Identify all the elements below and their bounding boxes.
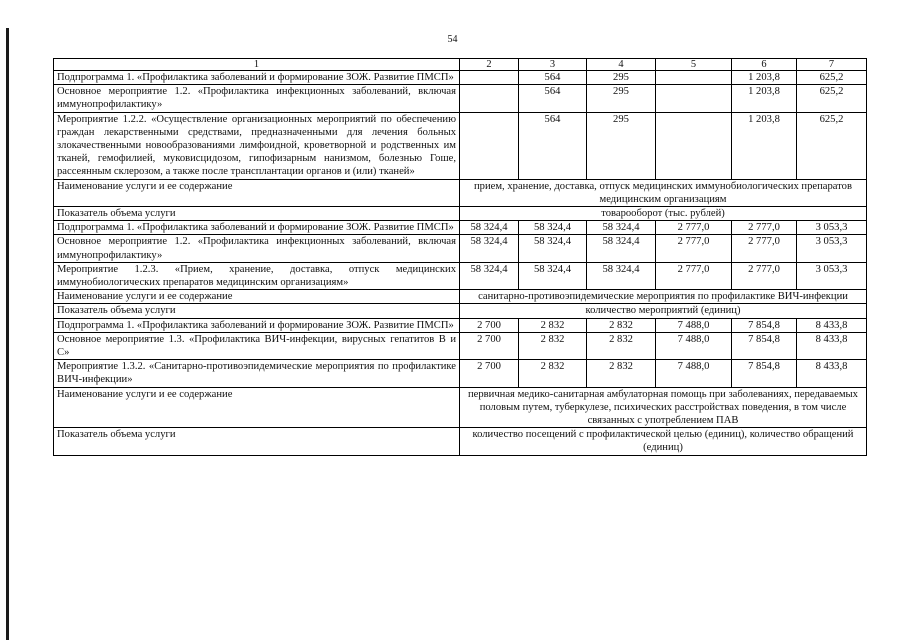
service-row xyxy=(54,304,867,318)
row-description: Мероприятие 1.3.2. «Санитарно-противоэпидемические мероприятия по профилактике ВИЧ-инфекции» xyxy=(54,360,460,387)
value-cell: 2 777,0 xyxy=(656,221,732,235)
value-cell: 2 832 xyxy=(587,332,656,359)
col-header: 6 xyxy=(732,59,797,71)
row-description: Мероприятие 1.2.2. «Осуществление организационных мероприятий по обеспечению граждан лекарственными средствами, предназначенными для лечения больных злокачественными новообразованиями лимфоидной, кроветворной и родственных им тканей, гемофилией, муковисцидозом, гипофизарным нанизмом, болезнью Гоше, рассеянным склерозом, а также после трансплантации органов и (или) тканей» xyxy=(54,112,460,179)
value-cell: 7 854,8 xyxy=(732,318,797,332)
value-cell: 2 777,0 xyxy=(732,262,797,289)
value-cell: 2 832 xyxy=(519,332,587,359)
page-number: 54 xyxy=(447,34,458,45)
value-cell xyxy=(460,112,519,179)
value-cell: 58 324,4 xyxy=(519,221,587,235)
value-cell: 2 777,0 xyxy=(656,235,732,262)
row-description: Подпрограмма 1. «Профилактика заболеваний и формирование ЗОЖ. Развитие ПМСП» xyxy=(54,318,460,332)
col-header: 7 xyxy=(797,59,867,71)
value-cell: 8 433,8 xyxy=(797,318,867,332)
table-row xyxy=(54,112,867,179)
value-cell: 2 777,0 xyxy=(732,235,797,262)
col-header: 3 xyxy=(519,59,587,71)
value-cell: 58 324,4 xyxy=(587,221,656,235)
col-header: 5 xyxy=(656,59,732,71)
service-row xyxy=(54,290,867,304)
value-cell xyxy=(656,85,732,112)
table-row xyxy=(54,332,867,359)
service-content: количество мероприятий (единиц) xyxy=(460,304,867,318)
value-cell: 2 832 xyxy=(519,318,587,332)
value-cell: 58 324,4 xyxy=(519,262,587,289)
table-row xyxy=(54,235,867,262)
value-cell: 7 488,0 xyxy=(656,318,732,332)
row-description: Показатель объема услуги xyxy=(54,207,460,221)
col-header: 2 xyxy=(460,59,519,71)
service-row xyxy=(54,428,867,455)
row-description: Подпрограмма 1. «Профилактика заболеваний и формирование ЗОЖ. Развитие ПМСП» xyxy=(54,71,460,85)
service-content: первичная медико-санитарная амбулаторная помощь при заболеваниях, передаваемых половым путем, туберкулезе, психических расстройствах поведения, в том числе связанных с употреблением ПАВ xyxy=(460,387,867,428)
value-cell: 1 203,8 xyxy=(732,85,797,112)
table-row xyxy=(54,318,867,332)
value-cell: 2 700 xyxy=(460,360,519,387)
value-cell: 58 324,4 xyxy=(519,235,587,262)
row-description: Показатель объема услуги xyxy=(54,428,460,455)
value-cell: 3 053,3 xyxy=(797,221,867,235)
value-cell xyxy=(460,71,519,85)
service-row xyxy=(54,179,867,206)
binding-edge xyxy=(6,28,9,640)
row-description: Основное мероприятие 1.2. «Профилактика инфекционных заболеваний, включая иммунопрофилактику» xyxy=(54,235,460,262)
service-content: прием, хранение, доставка, отпуск медицинских иммунобиологических препаратов медицинским организациям xyxy=(460,179,867,206)
row-description: Наименование услуги и ее содержание xyxy=(54,290,460,304)
value-cell: 2 832 xyxy=(587,318,656,332)
value-cell xyxy=(656,71,732,85)
value-cell: 295 xyxy=(587,112,656,179)
value-cell: 295 xyxy=(587,71,656,85)
header-row xyxy=(54,59,867,71)
service-content: санитарно-противоэпидемические мероприятия по профилактике ВИЧ-инфекции xyxy=(460,290,867,304)
value-cell: 1 203,8 xyxy=(732,112,797,179)
value-cell: 58 324,4 xyxy=(587,235,656,262)
row-description: Наименование услуги и ее содержание xyxy=(54,179,460,206)
table-row xyxy=(54,262,867,289)
value-cell: 625,2 xyxy=(797,112,867,179)
service-row xyxy=(54,387,867,428)
value-cell: 1 203,8 xyxy=(732,71,797,85)
table-row xyxy=(54,71,867,85)
value-cell: 2 777,0 xyxy=(732,221,797,235)
table-body xyxy=(54,71,867,456)
value-cell xyxy=(656,112,732,179)
value-cell: 564 xyxy=(519,71,587,85)
value-cell: 295 xyxy=(587,85,656,112)
value-cell: 3 053,3 xyxy=(797,262,867,289)
value-cell: 564 xyxy=(519,112,587,179)
row-description: Основное мероприятие 1.2. «Профилактика инфекционных заболеваний, включая иммунопрофилактику» xyxy=(54,85,460,112)
service-content: товарооборот (тыс. рублей) xyxy=(460,207,867,221)
service-row xyxy=(54,207,867,221)
value-cell: 58 324,4 xyxy=(460,235,519,262)
row-description: Показатель объема услуги xyxy=(54,304,460,318)
value-cell: 2 832 xyxy=(519,360,587,387)
value-cell: 7 854,8 xyxy=(732,360,797,387)
value-cell: 2 777,0 xyxy=(656,262,732,289)
table-row xyxy=(54,221,867,235)
service-content: количество посещений с профилактической целью (единиц), количество обращений (единиц) xyxy=(460,428,867,455)
value-cell: 7 488,0 xyxy=(656,332,732,359)
value-cell: 625,2 xyxy=(797,71,867,85)
table-row xyxy=(54,360,867,387)
row-description: Мероприятие 1.2.3. «Прием, хранение, доставка, отпуск медицинских иммунобиологических препаратов медицинским организациям» xyxy=(54,262,460,289)
value-cell: 2 700 xyxy=(460,332,519,359)
value-cell: 58 324,4 xyxy=(460,221,519,235)
value-cell: 58 324,4 xyxy=(587,262,656,289)
value-cell: 58 324,4 xyxy=(460,262,519,289)
row-description: Подпрограмма 1. «Профилактика заболеваний и формирование ЗОЖ. Развитие ПМСП» xyxy=(54,221,460,235)
budget-table xyxy=(53,58,867,456)
value-cell: 3 053,3 xyxy=(797,235,867,262)
value-cell: 8 433,8 xyxy=(797,332,867,359)
value-cell: 2 700 xyxy=(460,318,519,332)
row-description: Основное мероприятие 1.3. «Профилактика ВИЧ-инфекции, вирусных гепатитов В и С» xyxy=(54,332,460,359)
table-row xyxy=(54,85,867,112)
value-cell: 7 854,8 xyxy=(732,332,797,359)
value-cell: 8 433,8 xyxy=(797,360,867,387)
value-cell: 564 xyxy=(519,85,587,112)
col-header: 4 xyxy=(587,59,656,71)
value-cell: 625,2 xyxy=(797,85,867,112)
value-cell xyxy=(460,85,519,112)
value-cell: 2 832 xyxy=(587,360,656,387)
value-cell: 7 488,0 xyxy=(656,360,732,387)
row-description: Наименование услуги и ее содержание xyxy=(54,387,460,428)
col-header: 1 xyxy=(54,59,460,71)
